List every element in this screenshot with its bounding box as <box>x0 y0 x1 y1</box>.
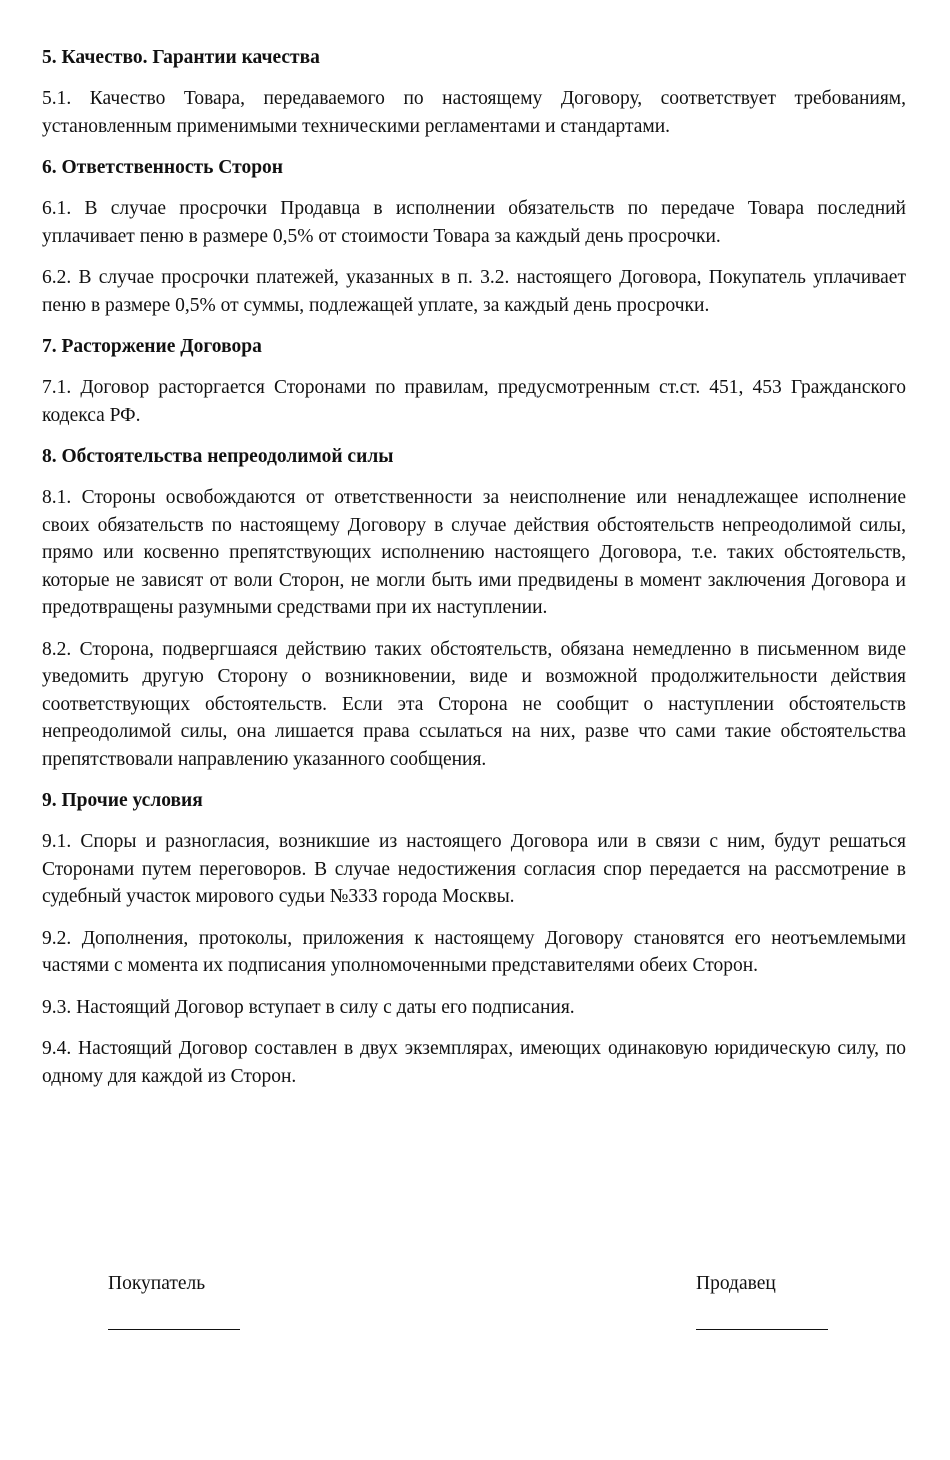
buyer-signature <box>108 1270 240 1330</box>
clause-9-1: 9.1. Споры и разногласия, возникшие из настоящего Договора или в связи с ним, будут решаться Сторонами путем переговоров. В случае недостижения согласия спор передается на рассмотрение в судебный участок мирового судьи №333 города Москвы. <box>42 831 906 907</box>
clause-8-1: 8.1. Стороны освобождаются от ответственности за неисполнение или ненадлежащее исполнение своих обязательств по настоящему Договору в случае действия обстоятельств непреодолимой силы, прямо или косвенно препятствующих исполнению настоящего Договора, т.е. таких обстоятельств, которые не зависят от воли Сторон, не могли быть ими предвидены в момент заключения Договора и предотвращены разумными средствами при их наступлении. <box>42 487 906 618</box>
document-body <box>42 44 906 1104</box>
seller-signature-line <box>696 1319 828 1330</box>
section-7 <box>42 333 906 429</box>
clause-9-2: 9.2. Дополнения, протоколы, приложения к настоящему Договору становятся его неотъемлемыми частями с момента их подписания уполномоченными представителями обеих Сторон. <box>42 927 906 976</box>
clause-8-2: 8.2. Сторона, подвергшаяся действию таких обстоятельств, обязана немедленно в письменном виде уведомить другую Сторону о возникновении, виде и возможной продолжительности действия соответствующих обстоятельств. Если эта Сторона не сообщит о наступлении обстоятельств непреодолимой силы, она лишается права ссылаться на них, разве что сами такие обстоятельства препятствовали направлению указанного сообщения. <box>42 638 906 770</box>
buyer-signature-line <box>108 1319 240 1330</box>
clause-9-3: 9.3. Настоящий Договор вступает в силу с даты его подписания. <box>42 996 575 1018</box>
section-heading: 5. Качество. Гарантии качества <box>42 47 320 68</box>
clause-7-1: 7.1. Договор расторгается Сторонами по правилам, предусмотренным ст.ст. 451, 453 Гражданского кодекса РФ. <box>42 377 906 426</box>
section-6 <box>42 154 906 319</box>
section-9 <box>42 787 906 1090</box>
section-8 <box>42 443 906 773</box>
section-heading: 8. Обстоятельства непреодолимой силы <box>42 446 394 467</box>
seller-label: Продавец <box>696 1273 776 1294</box>
clause-9-4: 9.4. Настоящий Договор составлен в двух экземплярах, имеющих одинаковую юридическую силу, по одному для каждой из Сторон. <box>42 1038 906 1087</box>
clause-5-1: 5.1. Качество Товара, передаваемого по настоящему Договору, соответствует требованиям, установленным применимыми техническими регламентами и стандартами. <box>42 88 906 137</box>
clause-6-2: 6.2. В случае просрочки платежей, указанных в п. 3.2. настоящего Договора, Покупатель уплачивает пеню в размере 0,5% от суммы, подлежащей уплате, за каждый день просрочки. <box>42 267 906 316</box>
clause-6-1: 6.1. В случае просрочки Продавца в исполнении обязательств по передаче Товара последний уплачивает пеню в размере 0,5% от стоимости Товара за каждый день просрочки. <box>42 198 906 247</box>
section-heading: 9. Прочие условия <box>42 790 203 811</box>
section-5 <box>42 44 906 140</box>
signature-block <box>0 1270 950 1360</box>
section-heading: 6. Ответственность Сторон <box>42 157 284 178</box>
seller-signature <box>696 1270 828 1330</box>
buyer-label: Покупатель <box>108 1273 206 1294</box>
section-heading: 7. Расторжение Договора <box>42 336 262 357</box>
